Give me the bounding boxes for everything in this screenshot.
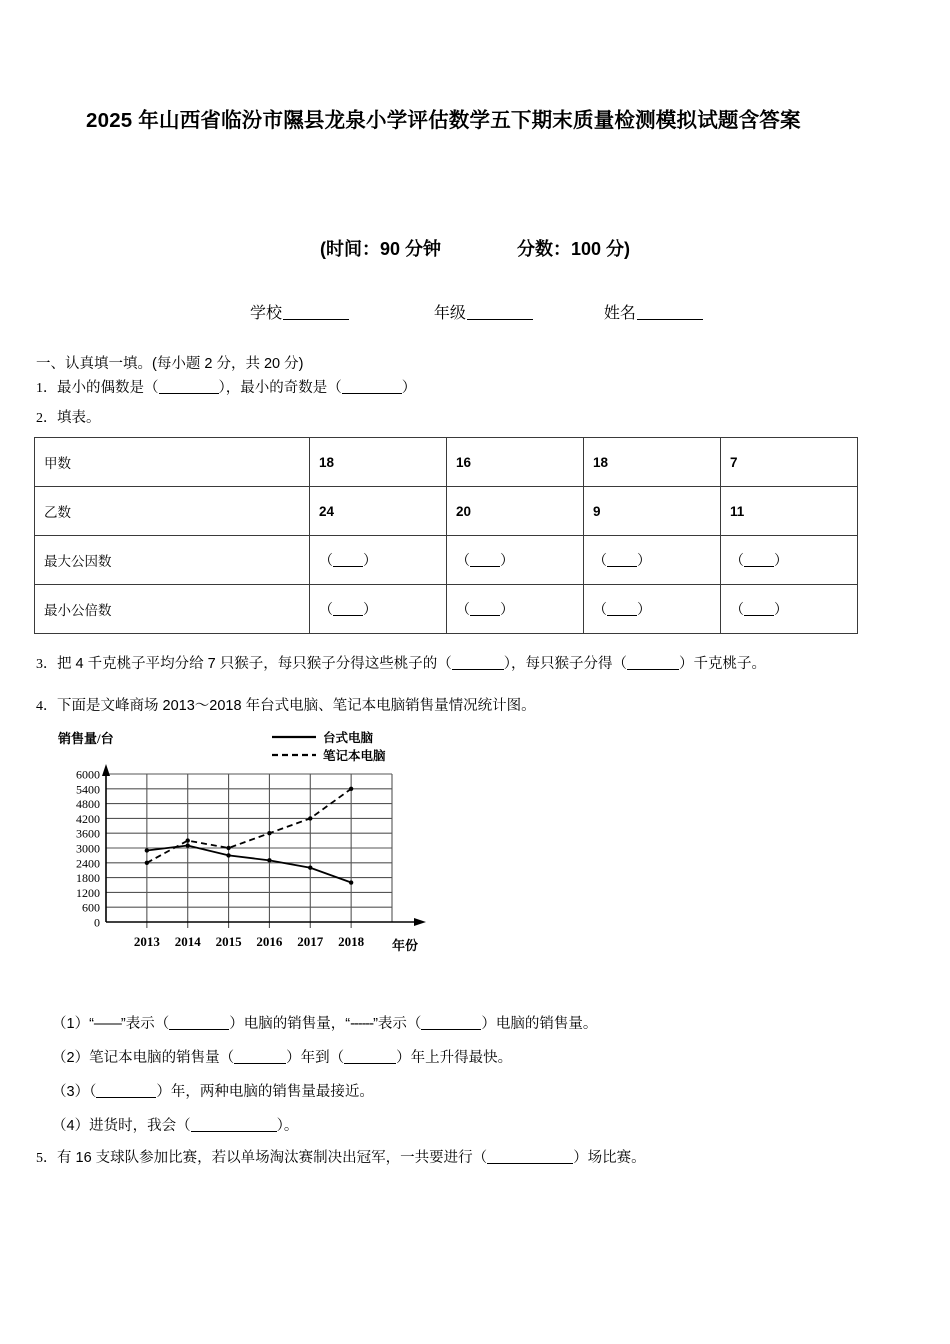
chart-data-point xyxy=(145,861,149,865)
question-1-blank-1[interactable] xyxy=(159,380,219,394)
solid-line-symbol: —— xyxy=(93,1016,121,1032)
blank-line xyxy=(470,555,500,567)
field-name-label: 姓名 xyxy=(603,305,636,322)
answer-blank[interactable]: （ ） xyxy=(456,601,514,617)
question-3 xyxy=(36,654,766,676)
sub-question-1-c: ）电脑的销售量，“ xyxy=(229,1016,351,1032)
sub-question-2-blank-2[interactable] xyxy=(344,1050,396,1064)
chart-svg xyxy=(44,726,444,981)
question-2-number: 2． xyxy=(36,411,57,426)
table-row xyxy=(35,438,858,487)
blank-line xyxy=(744,555,774,567)
question-3-blank-2[interactable] xyxy=(627,656,679,670)
question-3-number: 3． xyxy=(36,657,57,672)
answer-blank[interactable]: （ ） xyxy=(319,601,377,617)
sub-question-4-a: 进货时，我会（ xyxy=(89,1118,191,1134)
table-cell-blank[interactable] xyxy=(310,536,447,585)
student-info-line xyxy=(250,300,710,323)
answer-blank[interactable]: （ ） xyxy=(319,552,377,568)
table-row xyxy=(35,536,858,585)
answer-blank[interactable]: （ ） xyxy=(730,601,788,617)
chart-x-tick-label: 2018 xyxy=(338,934,365,949)
computer-sales-line-chart xyxy=(44,726,444,981)
chart-y-tick-label: 3600 xyxy=(76,826,100,841)
question-4-text: 下面是文峰商场 2013～2018 年台式电脑、笔记本电脑销售量情况统计图。 xyxy=(57,698,536,714)
table-cell: 9 xyxy=(584,487,721,536)
answer-blank[interactable]: （ ） xyxy=(456,552,514,568)
chart-data-point xyxy=(349,880,353,884)
chart-data-point xyxy=(145,848,149,852)
sub-question-1-blank-1[interactable] xyxy=(169,1016,229,1030)
table-cell: 16 xyxy=(447,438,584,487)
exam-meta xyxy=(0,235,950,261)
table-cell-blank[interactable] xyxy=(721,585,858,634)
sub-question-2-blank-1[interactable] xyxy=(234,1050,286,1064)
question-1-text-c: ） xyxy=(401,380,417,396)
field-grade-label: 年级 xyxy=(433,305,466,322)
chart-data-point xyxy=(226,846,230,850)
chart-data-point xyxy=(308,816,312,820)
field-school-label: 学校 xyxy=(250,305,283,322)
answer-blank[interactable]: （ ） xyxy=(593,601,651,617)
question-1 xyxy=(36,378,416,400)
question-2-text: 填表。 xyxy=(57,410,101,426)
page-title: 2025 年山西省临汾市隰县龙泉小学评估数学五下期末质量检测模拟试题含答案 xyxy=(86,109,801,132)
chart-data-point xyxy=(267,831,271,835)
sub-question-4-number: （4） xyxy=(52,1118,90,1134)
row-label: 乙数 xyxy=(35,487,310,536)
table-cell-blank[interactable] xyxy=(721,536,858,585)
table-cell-blank[interactable] xyxy=(447,536,584,585)
gcd-lcm-table-wrap xyxy=(34,437,858,634)
sub-question-1-d: ”表示（ xyxy=(373,1016,422,1032)
sub-question-1-e: ）电脑的销售量。 xyxy=(481,1016,598,1032)
chart-y-tick-label: 0 xyxy=(94,915,100,930)
table-cell: 7 xyxy=(721,438,858,487)
chart-y-tick-label: 6000 xyxy=(76,767,100,782)
field-school xyxy=(250,300,349,323)
table-cell: 24 xyxy=(310,487,447,536)
sub-question-1 xyxy=(52,1012,597,1033)
chart-x-tick-label: 2017 xyxy=(297,934,324,949)
field-grade xyxy=(434,300,533,323)
chart-data-point xyxy=(349,787,353,791)
sub-question-3-a: （ xyxy=(89,1084,97,1100)
legend-label-desktop: 台式电脑 xyxy=(323,731,374,745)
chart-x-tick-labels xyxy=(134,934,365,949)
chart-data-point xyxy=(186,843,190,847)
question-3-text-c: ）千克桃子。 xyxy=(679,656,766,672)
question-5-blank-1[interactable] xyxy=(487,1150,573,1164)
chart-y-tick-label: 5400 xyxy=(76,782,100,797)
chart-y-tick-label: 4800 xyxy=(76,797,100,812)
chart-x-tick-label: 2015 xyxy=(215,934,242,949)
table-cell: 20 xyxy=(447,487,584,536)
chart-series-line xyxy=(147,846,351,883)
chart-y-axis-title: 销售量/台 xyxy=(58,731,114,746)
field-grade-blank[interactable] xyxy=(467,304,533,320)
sub-question-4 xyxy=(52,1114,298,1135)
row-label: 甲数 xyxy=(35,438,310,487)
table-cell-blank[interactable] xyxy=(310,585,447,634)
table-cell: 18 xyxy=(310,438,447,487)
question-5-number: 5． xyxy=(36,1151,57,1166)
sub-question-1-b: ”表示（ xyxy=(120,1016,170,1032)
sub-question-3-number: （3） xyxy=(52,1084,90,1100)
chart-y-tick-label: 3000 xyxy=(76,841,100,856)
chart-x-axis-arrow xyxy=(414,918,426,926)
sub-question-1-number: （1） xyxy=(52,1016,90,1032)
section-heading: 一、认真填一填。(每小题 2 分，共 20 分) xyxy=(36,356,304,372)
table-cell: 18 xyxy=(584,438,721,487)
question-1-blank-2[interactable] xyxy=(342,380,402,394)
answer-blank[interactable]: （ ） xyxy=(730,552,788,568)
exam-score-label: 分数：100 分) xyxy=(517,239,631,259)
sub-question-2-c: ）年上升得最快。 xyxy=(396,1050,513,1066)
field-school-blank[interactable] xyxy=(283,304,349,320)
sub-question-3-blank-1[interactable] xyxy=(96,1084,156,1098)
chart-y-tick-labels xyxy=(76,768,100,930)
question-5-text-b: ）场比赛。 xyxy=(573,1150,646,1166)
question-1-number: 1． xyxy=(36,381,57,396)
chart-legend xyxy=(272,730,386,763)
field-name xyxy=(604,300,703,323)
blank-line xyxy=(607,604,637,616)
chart-data-point xyxy=(226,853,230,857)
table-body xyxy=(35,438,858,634)
question-5 xyxy=(36,1148,646,1170)
chart-y-tick-label: 2400 xyxy=(76,856,100,871)
table-cell: 11 xyxy=(721,487,858,536)
chart-data-point xyxy=(267,858,271,862)
chart-y-tick-label: 600 xyxy=(82,900,100,915)
blank-line xyxy=(470,604,500,616)
chart-series-line xyxy=(147,789,351,863)
question-3-text-a: 把 4 千克桃子平均分给 7 只猴子，每只猴子分得这些桃子的（ xyxy=(57,656,452,672)
chart-y-tick-label: 4200 xyxy=(76,811,100,826)
question-3-text-b: ），每只猴子分得（ xyxy=(503,656,627,672)
sub-question-1-blank-2[interactable] xyxy=(421,1016,481,1030)
exam-time-label: (时间：90 分钟 xyxy=(319,239,441,259)
dashed-line-symbol: ------ xyxy=(350,1016,374,1032)
gcd-lcm-table xyxy=(34,437,858,634)
table-row xyxy=(35,487,858,536)
chart-x-axis-title: 年份 xyxy=(392,938,419,953)
chart-y-tick-label: 1800 xyxy=(76,871,100,886)
sub-question-2-a: 笔记本电脑的销售量（ xyxy=(89,1050,235,1066)
question-4-number: 4． xyxy=(36,699,57,714)
sub-question-2 xyxy=(52,1046,512,1067)
sub-question-3-b: ）年，两种电脑的销售量最接近。 xyxy=(156,1084,374,1100)
chart-data-point xyxy=(308,866,312,870)
sub-question-4-b: ）。 xyxy=(276,1118,299,1134)
sub-question-2-number: （2） xyxy=(52,1050,90,1066)
chart-series-group xyxy=(145,787,354,885)
question-4 xyxy=(36,696,536,718)
blank-line xyxy=(744,604,774,616)
table-cell-blank[interactable] xyxy=(584,536,721,585)
chart-x-tick-label: 2016 xyxy=(256,934,283,949)
table-row xyxy=(35,585,858,634)
sub-question-3 xyxy=(52,1080,374,1101)
chart-data-point xyxy=(186,838,190,842)
blank-line xyxy=(333,604,363,616)
field-name-blank[interactable] xyxy=(637,304,703,320)
legend-label-laptop: 笔记本电脑 xyxy=(323,749,386,763)
question-1-text-a: 最小的偶数是（ xyxy=(57,380,159,396)
answer-blank[interactable]: （ ） xyxy=(593,552,651,568)
chart-x-tick-label: 2014 xyxy=(174,934,201,949)
question-2 xyxy=(36,408,101,430)
blank-line xyxy=(607,555,637,567)
question-3-blank-1[interactable] xyxy=(452,656,504,670)
table-cell-blank[interactable] xyxy=(584,585,721,634)
blank-line xyxy=(333,555,363,567)
question-5-text-a: 有 16 支球队参加比赛，若以单场淘汰赛制决出冠军，一共要进行（ xyxy=(57,1150,488,1166)
chart-x-tick-label: 2013 xyxy=(133,934,160,949)
question-1-text-b: ），最小的奇数是（ xyxy=(218,380,342,396)
chart-y-tick-label: 1200 xyxy=(76,885,100,900)
sub-question-2-b: ）年到（ xyxy=(286,1050,345,1066)
chart-y-axis-arrow xyxy=(102,764,110,776)
sub-question-4-blank-1[interactable] xyxy=(191,1118,277,1132)
sub-question-1-a: “ xyxy=(89,1016,94,1032)
row-label: 最大公因数 xyxy=(35,536,310,585)
row-label: 最小公倍数 xyxy=(35,585,310,634)
table-cell-blank[interactable] xyxy=(447,585,584,634)
